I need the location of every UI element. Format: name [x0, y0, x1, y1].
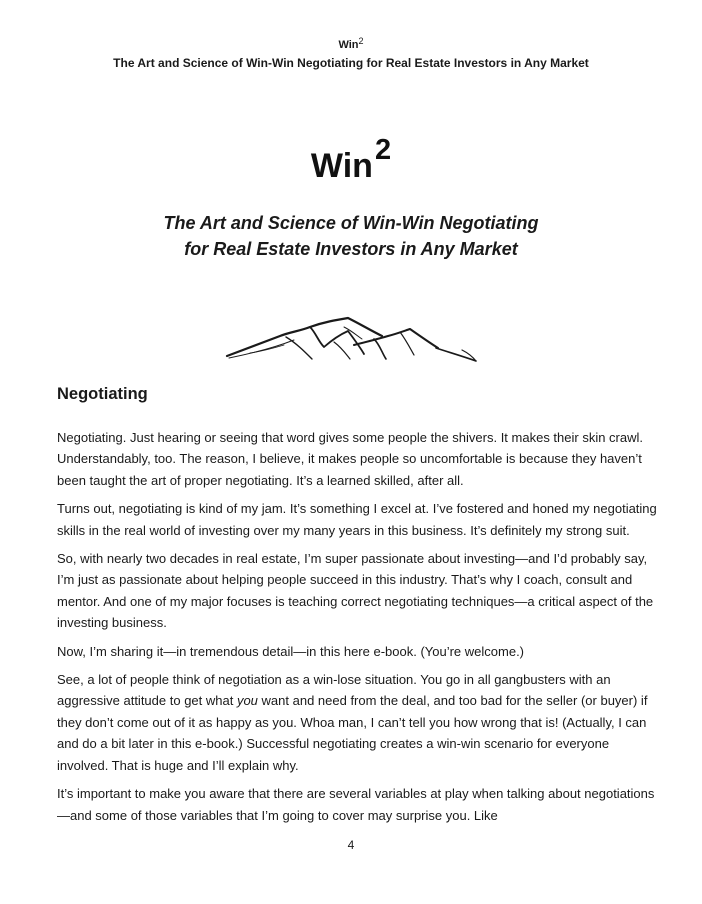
paragraph	[57, 669, 657, 776]
page-number: 4	[347, 838, 355, 852]
header-subtitle: The Art and Science of Win-Win Negotiating for Real Estate Investors in Any Market	[113, 56, 589, 70]
paragraph: Negotiating. Just hearing or seeing that word gives some people the shivers. It makes their skin crawl. Understandably, too. The reason, I believe, it makes people so uncomfortable is because they haven’t been taught the art of proper negotiating. It’s a learned skilled, after all.	[57, 430, 644, 488]
header-title-superscript: 2	[358, 36, 364, 46]
book-title-superscript: 2	[374, 134, 392, 166]
book-title-base: Win	[310, 147, 373, 185]
paragraph: Now, I’m sharing it—in tremendous detail—in this here e-book. (You’re welcome.)	[57, 643, 525, 659]
book-subtitle-line-2: for Real Estate Investors in Any Market	[184, 239, 518, 259]
mountain-sketch-icon	[224, 315, 480, 367]
book-title	[0, 134, 702, 186]
book-subtitle-line-1: The Art and Science of Win-Win Negotiating	[163, 213, 539, 233]
body-text	[57, 427, 657, 833]
running-header	[0, 34, 702, 71]
section-heading: Negotiating	[57, 385, 148, 403]
paragraph: Turns out, negotiating is kind of my jam. It’s something I excel at. I’ve fostered and honed my negotiating skills in the real world of investing over my many years in this business. It’s definitely my strong suit.	[57, 501, 657, 538]
book-subtitle	[0, 210, 702, 262]
paragraph-text: See, a lot of people think of negotiation as a win-lose situation. You go in all gangbusters with an aggressive attitude to get what	[57, 672, 611, 709]
paragraph: So, with nearly two decades in real estate, I’m super passionate about investing—and I’d probably say, I’m just as passionate about helping people succeed in this industry. That’s why I coach, consult and mentor. And one of my major focuses is teaching correct negotiating techniques—a critical aspect of the investing business.	[57, 551, 654, 631]
header-title	[0, 34, 702, 52]
paragraph: It’s important to make you aware that there are several variables at play when talking about negotiations—and some of those variables that I’m going to cover may surprise you. Like	[57, 786, 655, 823]
header-title-base: Win	[338, 39, 359, 51]
paragraph-text: want and need from the deal, and too bad for the seller (or buyer) if they don’t come out of it as happy as you. Whoa man, I can’t tell you how wrong that is! (Actually, I can and do a bit later in this e-book.) Successful negotiating creates a win-win scenario for everyone involved. That is huge and I’ll explain why.	[57, 693, 648, 773]
emphasis-text: you	[236, 693, 258, 709]
